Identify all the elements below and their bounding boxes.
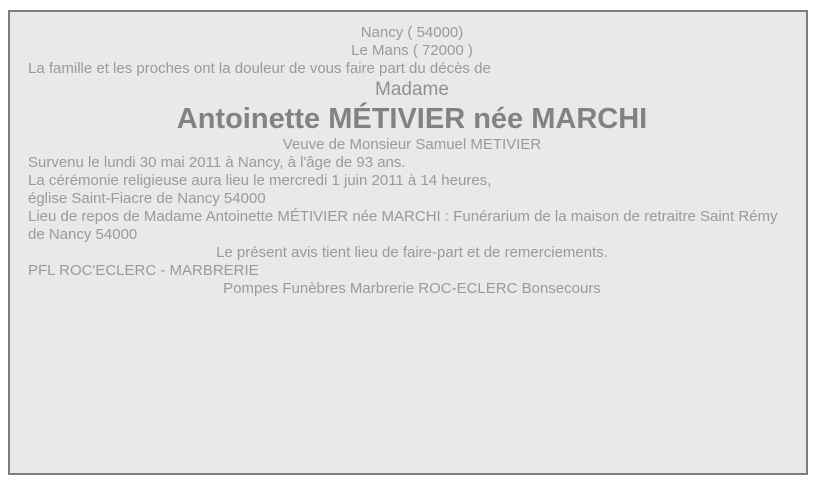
ceremony-line-2: église Saint-Fiacre de Nancy 54000 bbox=[28, 190, 266, 207]
civility-title: Madame bbox=[375, 79, 449, 100]
death-info: Survenu le lundi 30 mai 2011 à Nancy, à l'âge de 93 ans. bbox=[28, 154, 406, 171]
deceased-name: Antoinette MÉTIVIER née MARCHI bbox=[176, 103, 648, 135]
relation-line: Veuve de Monsieur Samuel METIVIER bbox=[282, 136, 542, 153]
funeral-home-line: PFL ROC'ECLERC - MARBRERIE bbox=[28, 262, 259, 279]
resting-place-info: Lieu de repos de Madame Antoinette MÉTIVIER née MARCHI : Funérarium de la maison de retraitre Saint Rémy de Nancy 54000 bbox=[28, 208, 778, 243]
footer-line: Pompes Funèbres Marbrerie ROC-ECLERC Bonsecours bbox=[223, 280, 601, 297]
notice-locations bbox=[28, 24, 796, 60]
location-line-1: Nancy ( 54000) bbox=[360, 24, 464, 41]
closing-line: Le présent avis tient lieu de faire-part et de remerciements. bbox=[216, 244, 608, 261]
ceremony-info bbox=[28, 172, 796, 208]
notice-intro: La famille et les proches ont la douleur de vous faire part du décès de bbox=[28, 60, 491, 77]
death-notice-card bbox=[8, 10, 808, 475]
ceremony-line-1: La cérémonie religieuse aura lieu le mercredi 1 juin 2011 à 14 heures, bbox=[28, 172, 492, 189]
location-line-2: Le Mans ( 72000 ) bbox=[351, 42, 473, 59]
